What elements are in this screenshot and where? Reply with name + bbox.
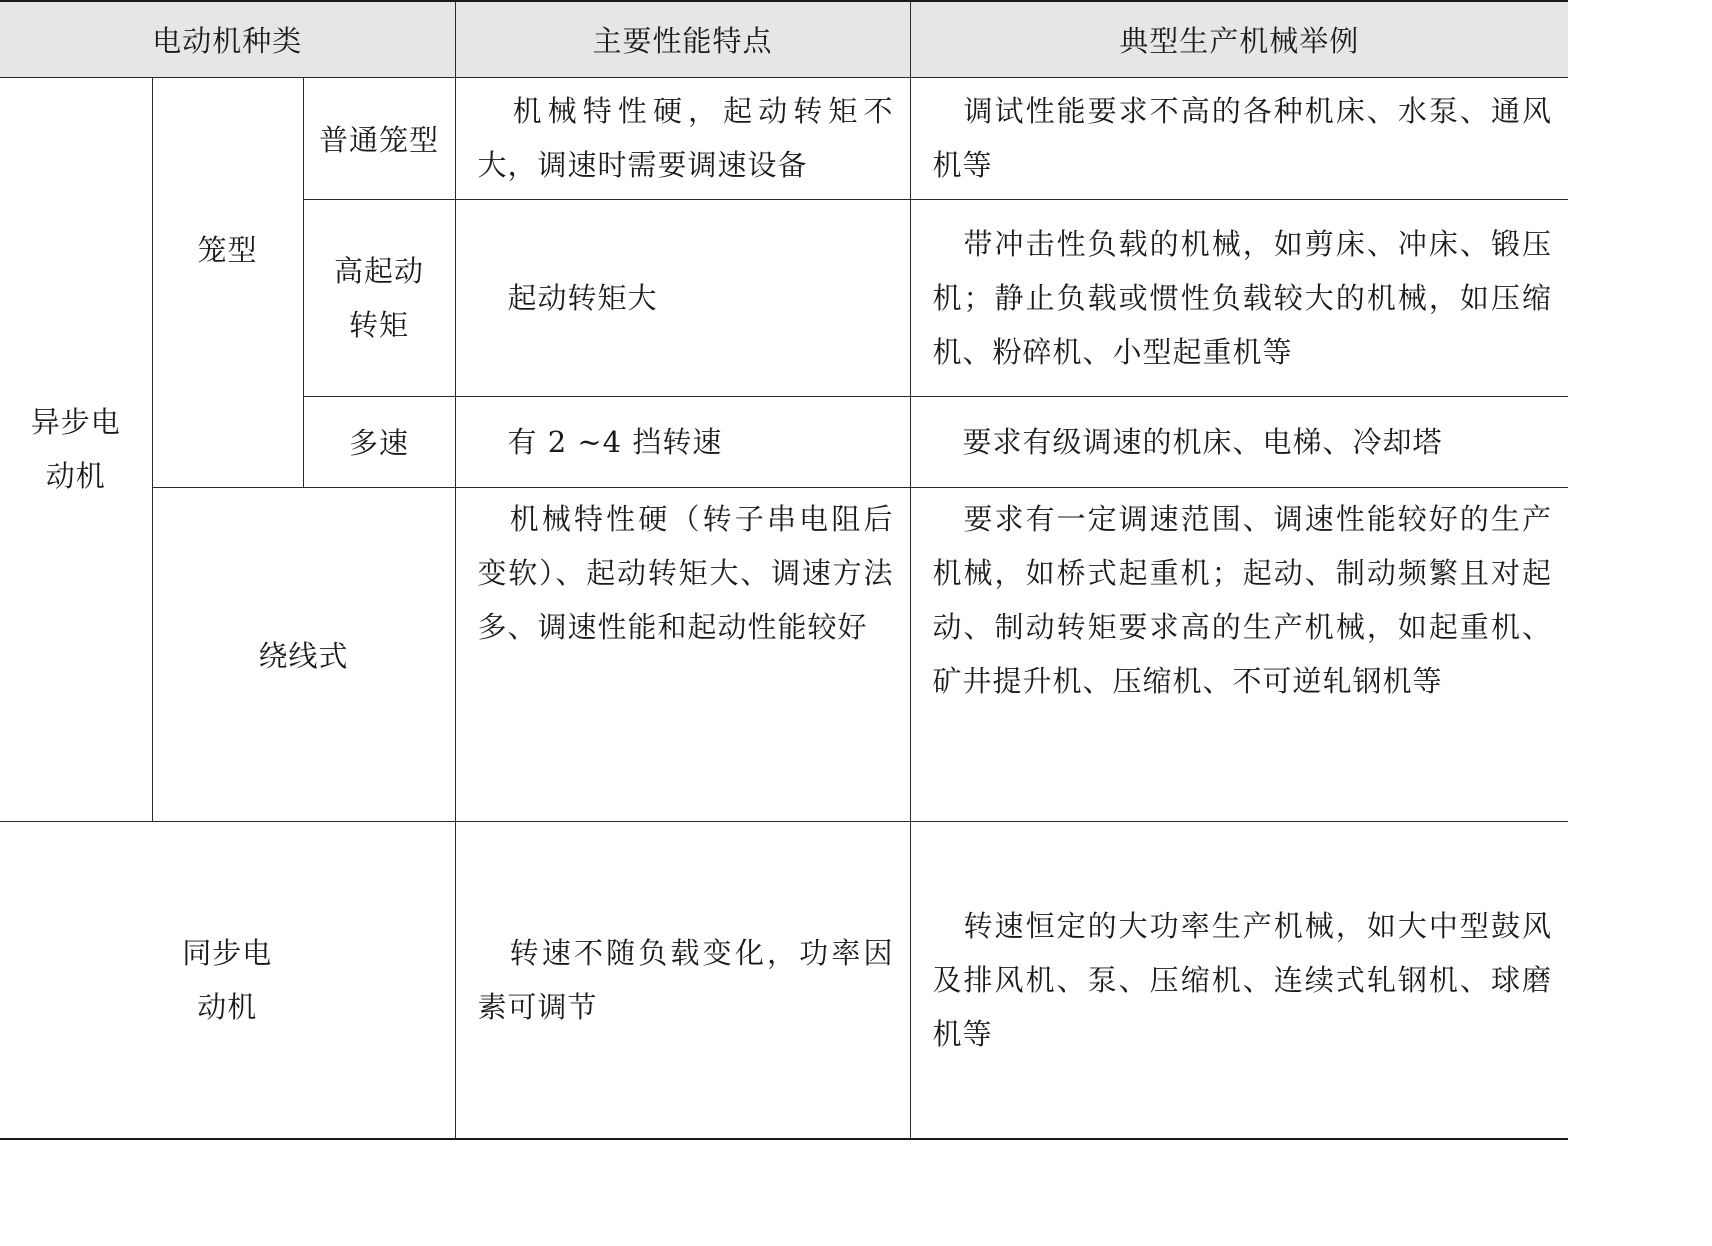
high-torque-performance-cell (455, 199, 910, 396)
row-wound-rotor (0, 487, 1568, 821)
squirrel-cage-label (152, 77, 303, 487)
header-row (0, 1, 1568, 77)
synchronous-performance-cell (455, 821, 910, 1139)
normal-cage-examples: 调试性能要求不高的各种机床、水泵、通风机等 (932, 94, 1552, 182)
multi-speed-examples: 要求有级调速的机床、电梯、冷却塔 (962, 424, 1443, 459)
header-examples: 典型生产机械举例 (910, 1, 1568, 77)
high-torque-examples: 带冲击性负载的机械，如剪床、冲床、锻压机；静止负载或惯性负载较大的机械，如压缩机、粉碎机、小型起重机等 (932, 226, 1552, 369)
high-torque-type: 高起动 转矩 (333, 253, 424, 342)
high-torque-type-cell (303, 199, 455, 396)
multi-speed-performance: 有 2 ~4 挡转速 (507, 424, 723, 459)
synchronous-type: 同步电 动机 (182, 935, 273, 1024)
row-normal-cage (0, 77, 1568, 199)
multi-speed-examples-cell (910, 396, 1568, 487)
wound-rotor-examples: 要求有一定调速范围、调速性能较好的生产机械，如桥式起重机；起动、制动频繁且对起动、制动转矩要求高的生产机械，如起重机、矿井提升机、压缩机、不可逆轧钢机等 (932, 501, 1552, 698)
normal-cage-performance-cell (455, 77, 910, 199)
wound-rotor-examples-cell (910, 487, 1568, 821)
high-torque-examples-cell (910, 199, 1568, 396)
synchronous-performance: 转速不随负载变化，功率因素可调节 (477, 935, 894, 1024)
async-motor-label-text: 异步电 动机 (30, 405, 121, 493)
normal-cage-examples-cell (910, 77, 1568, 199)
synchronous-type-cell (0, 821, 455, 1139)
synchronous-examples-cell (910, 821, 1568, 1139)
synchronous-examples: 转速恒定的大功率生产机械，如大中型鼓风及排风机、泵、压缩机、连续式轧钢机、球磨机等 (932, 908, 1552, 1051)
row-synchronous (0, 821, 1568, 1139)
wound-rotor-performance: 机械特性硬（转子串电阻后变软）、起动转矩大、调速方法多、调速性能和起动性能较好 (477, 501, 894, 644)
normal-cage-performance: 机械特性硬，起动转矩不大，调速时需要调速设备 (477, 94, 894, 182)
multi-speed-performance-cell (455, 396, 910, 487)
wound-rotor-performance-cell (455, 487, 910, 821)
high-torque-performance: 起动转矩大 (507, 280, 658, 315)
multi-speed-type: 多速 (303, 396, 455, 487)
wound-rotor-type: 绕线式 (152, 487, 455, 821)
async-motor-label (0, 77, 152, 821)
header-motor-type: 电动机种类 (0, 1, 455, 77)
header-performance: 主要性能特点 (455, 1, 910, 77)
normal-cage-type: 普通笼型 (303, 77, 455, 199)
squirrel-cage-label-text: 笼型 (197, 232, 258, 267)
